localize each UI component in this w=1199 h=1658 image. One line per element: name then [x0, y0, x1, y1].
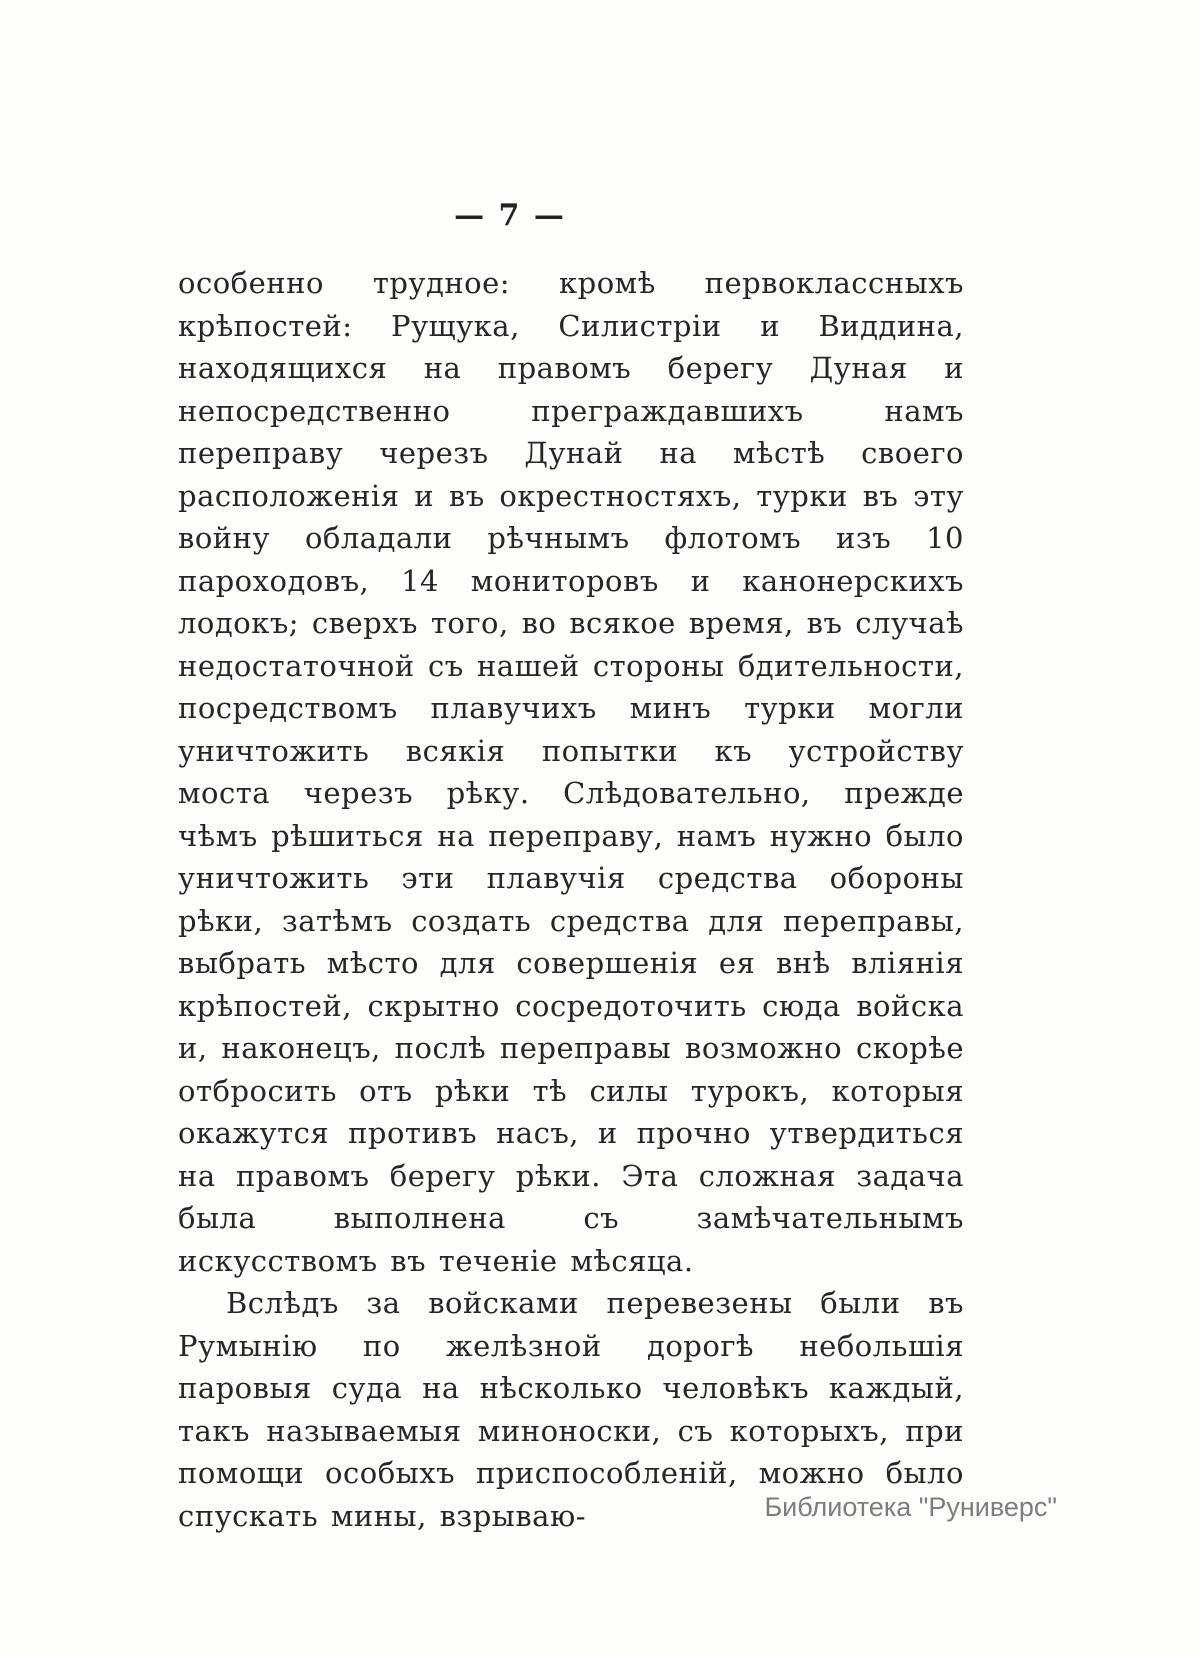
- page-number: — 7 —: [454, 198, 566, 233]
- paragraph: Вслѣдъ за войсками перевезены были въ Румынію по желѣзной дорогѣ небольшія паровыя суда на нѣсколько человѣкъ каждый, такъ называемыя миноноски, съ которыхъ, при помощи особыхъ приспособленій, можно было спускать мины, взрываю-: [178, 1286, 964, 1533]
- watermark: Библиотека "Руниверс": [764, 1492, 1057, 1522]
- text-block: [178, 262, 964, 1537]
- paragraph: особенно трудное: кромѣ первоклассныхъ крѣпостей: Рущука, Силистріи и Виддина, находящихся на правомъ берегу Дуная и непосредственно преграждавшихъ намъ переправу черезъ Дунай на мѣстѣ своего расположенія и въ окрестностяхъ, турки въ эту войну обладали рѣчнымъ флотомъ изъ 10 пароходовъ, 14 мониторовъ и канонерскихъ лодокъ; сверхъ того, во всякое время, въ случаѣ недостаточной съ нашей стороны бдительности, посредствомъ плавучихъ минъ турки могли уничтожить всякія попытки къ устройству моста черезъ рѣку. Слѣдовательно, прежде чѣмъ рѣшиться на переправу, намъ нужно было уничтожить эти плавучія средства обороны рѣки, затѣмъ создать средства для переправы, выбрать мѣсто для совершенія ея внѣ вліянія крѣпостей, скрытно сосредоточить сюда войска и, наконецъ, послѣ переправы возможно скорѣе отбросить отъ рѣки тѣ силы турокъ, которыя окажутся противъ насъ, и прочно утвердиться на правомъ берегу рѣки. Эта сложная задача была выполнена съ замѣчательнымъ искусствомъ въ теченіе мѣсяца.: [178, 266, 964, 1278]
